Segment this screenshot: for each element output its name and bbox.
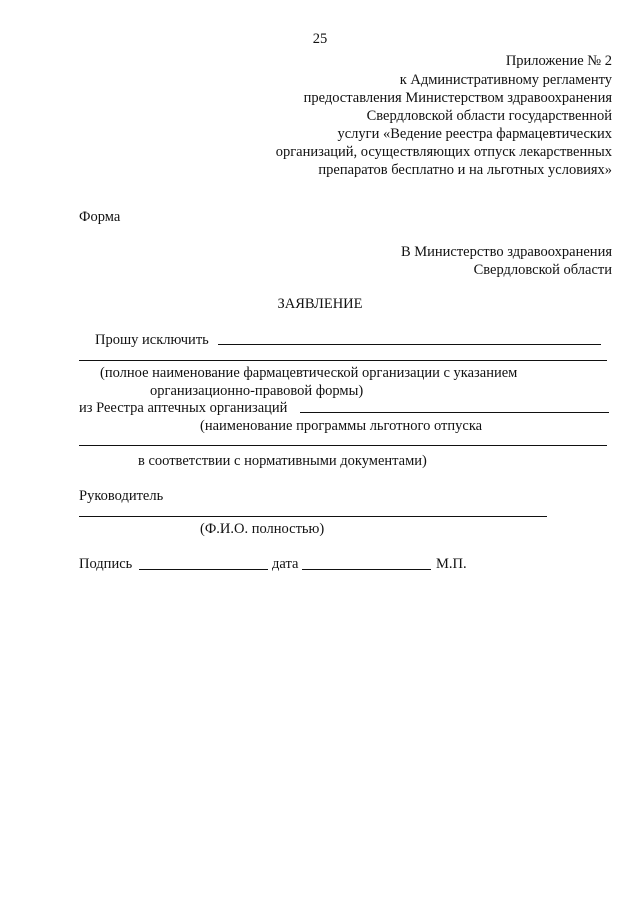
stamp-label: М.П. — [436, 556, 467, 572]
organization-name-field-continued[interactable] — [79, 360, 607, 361]
head-name-field[interactable] — [79, 516, 547, 517]
request-label: Прошу исключить — [95, 332, 209, 348]
head-name-hint: (Ф.И.О. полностью) — [200, 521, 325, 537]
document-title: ЗАЯВЛЕНИЕ — [277, 296, 363, 312]
page-number: 25 — [312, 31, 328, 47]
appendix-line: Приложение № 2 — [505, 53, 612, 69]
program-name-field[interactable] — [300, 412, 609, 413]
program-name-field-continued[interactable] — [79, 445, 607, 446]
addressee-line: В Министерство здравоохранения — [400, 244, 612, 260]
appendix-line: к Административному регламенту — [399, 72, 612, 88]
organization-name-field[interactable] — [218, 344, 601, 345]
appendix-line: организаций, осуществляющих отпуск лекарственных — [275, 144, 612, 160]
organization-hint: (полное наименование фармацевтической организации с указанием — [100, 365, 518, 381]
addressee-line: Свердловской области — [473, 262, 612, 278]
program-hint: в соответствии с нормативными документами) — [138, 453, 427, 469]
form-label: Форма — [79, 209, 121, 225]
date-label: дата — [272, 556, 299, 572]
appendix-line: услуги «Ведение реестра фармацевтических — [337, 126, 612, 142]
appendix-line: Свердловской области государственной — [366, 108, 612, 124]
organization-hint: организационно-правовой формы) — [150, 383, 364, 399]
signature-field[interactable] — [139, 569, 268, 570]
program-hint: (наименование программы льготного отпуска — [200, 418, 483, 434]
signature-label: Подпись — [79, 556, 133, 572]
date-field[interactable] — [302, 569, 431, 570]
appendix-line: препаратов бесплатно и на льготных условиях» — [318, 162, 612, 178]
head-label: Руководитель — [79, 488, 164, 504]
appendix-line: предоставления Министерством здравоохранения — [303, 90, 612, 106]
registry-label: из Реестра аптечных организаций — [79, 400, 288, 416]
